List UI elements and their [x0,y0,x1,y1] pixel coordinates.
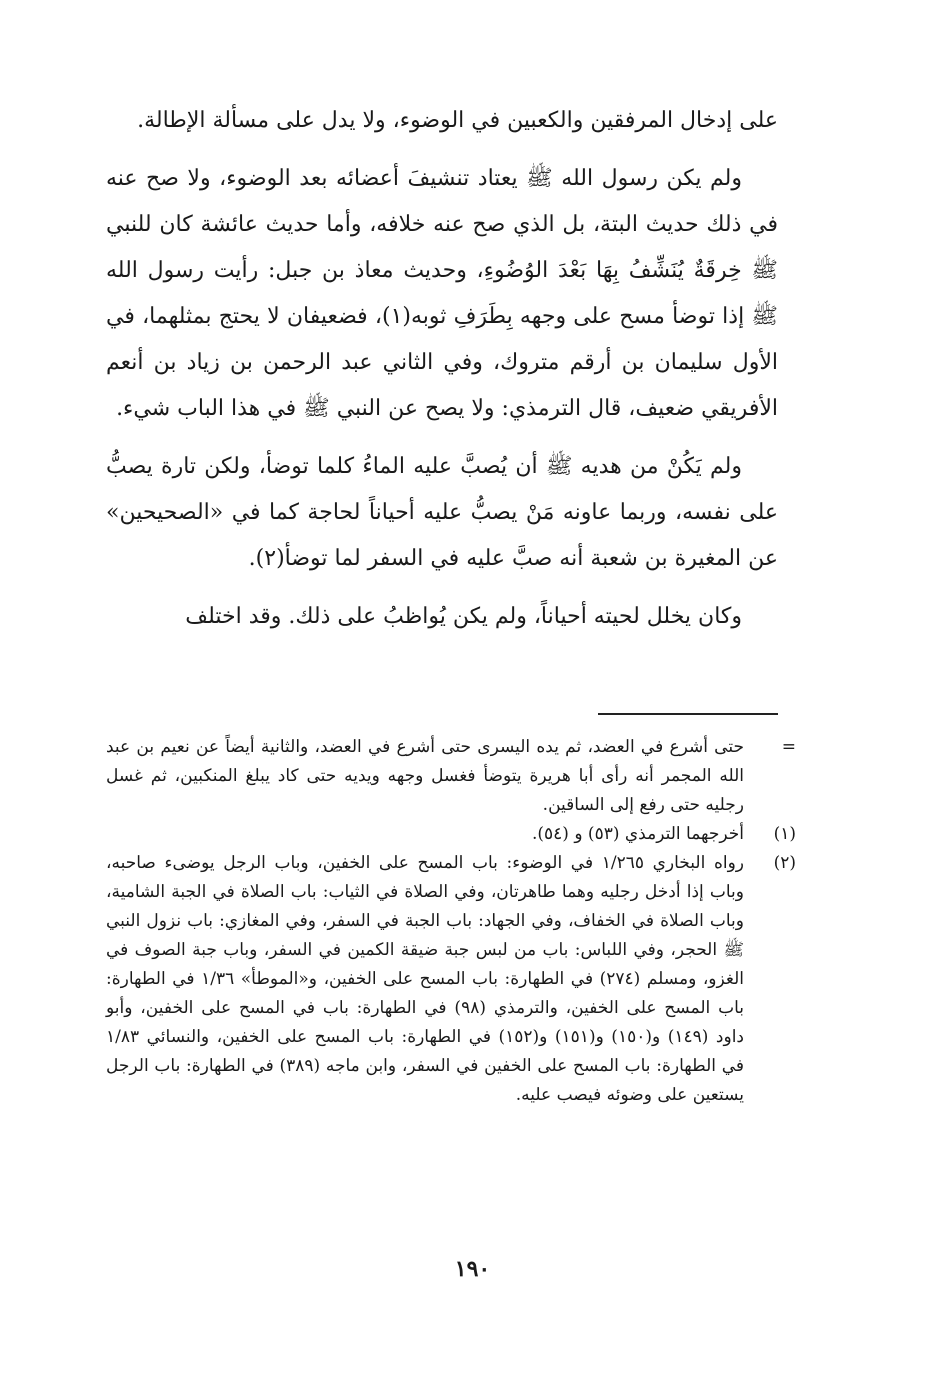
footnote-marker: = [781,737,796,757]
page-number: ١٩٠ [454,1256,491,1282]
paragraph-2: ولم يكن رسول الله ﷺ يعتاد تنشيفَ أعضائه بعد الوضوء، ولا صح عنه في ذلك حديث البتة، بل الذي صح عنه خلافه، وأما حديث عائشة كان للنبي ﷺ خِرقَةٌ يُنَشِّفُ بِهَا بَعْدَ الوُضُوءِ، وحديث معاذ بن جبل: رأيت رسول الله ﷺ إذا توضأ مسح على وجهه بِطَرَفِ ثوبه(١)، فضعيفان لا يحتج بمثلهما، في الأول سليمان بن أرقم متروك، وفي الثاني عبد الرحمن بن زياد بن أنعم الأفريقي ضعيف، قال الترمذي: ولا يصح عن النبي ﷺ في هذا الباب شيء. [106,166,778,421]
footnote-1 [106,820,796,849]
footnote-text: رواه البخاري ١/٢٦٥ في الوضوء: باب المسح على الخفين، وباب الرجل يوضىء صاحبه، وباب إذا أدخل رجليه وهما طاهرتان، وفي الصلاة في الثياب: باب الصلاة في الجبة الشامية، وباب الصلاة في الخفاف، وفي الجهاد: باب الجبة في السفر، وفي المغازي: باب نزول النبي ﷺ الحجر، وفي اللباس: باب من لبس جبة ضيقة الكمين في السفر، وباب جبة الصوف في الغزو، ومسلم (٢٧٤) في الطهارة: باب المسح على الخفين، و«الموطأ» ١/٣٦ في الطهارة: باب المسح على الخفين، والترمذي (٩٨) في الطهارة: باب في المسح على الخفين، وأبو داود (١٤٩) و(١٥٠) و(١٥١) و(١٥٢) في الطهارة: باب المسح على الخفين، والنسائي ١/٨٣ في الطهارة: باب المسح على الخفين في السفر، وابن ماجه (٣٨٩) في الطهارة: باب الرجل يستعين على وضوئه فيصب عليه. [106,853,745,1105]
footnote-text: حتى أشرع في العضد، ثم يده اليسرى حتى أشرع في العضد، والثانية أيضاً عن نعيم بن عبد الله المجمر أنه رأى أبا هريرة يتوضأ فغسل وجهه ويديه حتى كاد يبلغ المنكبين، ثم غسل رجليه حتى رفع إلى الساقين. [106,737,744,815]
paragraph-3: ولم يَكُنْ من هديه ﷺ أن يُصبَّ عليه الماءُ كلما توضأ، ولكن تارة يصبُّ على نفسه، وربما عاونه مَنْ يصبُّ عليه أحياناً لحاجة كما في «الصحيحين» عن المغيرة بن شعبة أنه صبَّ عليه في السفر لما توضأ(٢). [106,454,778,571]
footnote-separator [598,713,778,715]
footnotes-section [106,733,796,1110]
paragraph-1: على إدخال المرفقين والكعبين في الوضوء، ولا يدل على مسألة الإطالة. [137,108,778,133]
footnote-text: أخرجهما الترمذي (٥٣) و (٥٤). [531,824,744,844]
footnote-marker: (١) [773,824,796,844]
main-body-text [106,98,778,640]
footnote-marker: (٢) [773,853,796,873]
footnote-continuation [106,733,796,820]
paragraph-4: وكان يخلل لحيته أحياناً، ولم يكن يُواظبُ على ذلك. وقد اختلف [185,604,742,629]
footnote-2 [106,849,796,1110]
